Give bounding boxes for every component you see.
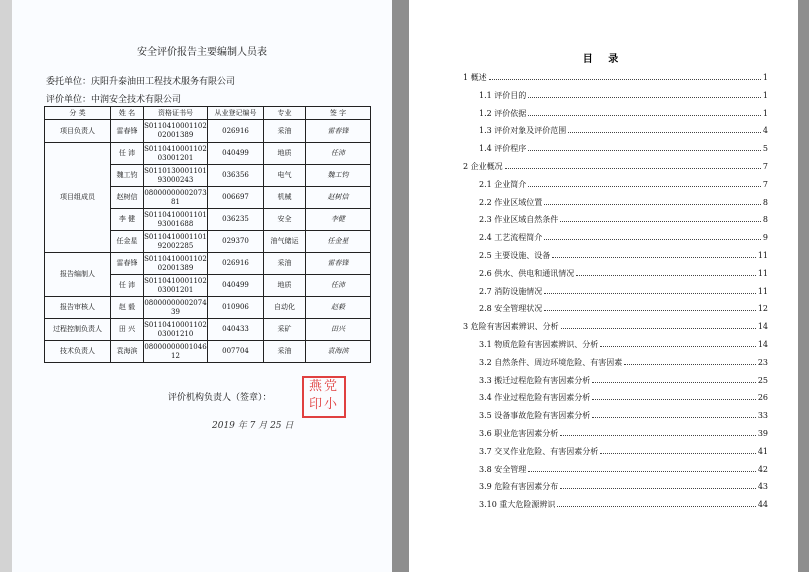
reg-cell: 036356	[208, 165, 264, 187]
toc-entry-label: 3.2 自然条件、周边环境危险、有害因素	[479, 357, 623, 367]
reg-cell: 040499	[208, 275, 264, 297]
toc-entry[interactable]	[479, 481, 768, 492]
cert-cell: S011041000110203001210	[144, 319, 208, 341]
cert-cell: S011041000110192002285	[144, 231, 208, 253]
toc-leader-dots	[560, 488, 756, 489]
table-header-row	[45, 107, 371, 120]
toc-entry-label: 3.3 搬迁过程危险有害因素分析	[479, 375, 591, 385]
signature: 雷春锋	[306, 120, 371, 143]
toc-entry-label: 3.4 作业过程危险有害因素分析	[479, 393, 591, 403]
toc-entry-label: 2 企业概况	[463, 162, 503, 171]
toc-entry[interactable]	[479, 499, 768, 510]
toc-entry-label: 3.10 重大危险源辨识	[479, 500, 556, 510]
toc-entry[interactable]	[479, 392, 768, 403]
major-cell: 采油	[264, 120, 306, 143]
signature: 赵树信	[306, 187, 371, 209]
reg-cell: 029370	[208, 231, 264, 253]
page-gap	[392, 0, 409, 572]
toc-page-number: 26	[757, 393, 768, 403]
category-cell: 技术负责人	[45, 341, 111, 363]
toc-page-number: 25	[757, 375, 768, 385]
name-cell: 赵树信	[111, 187, 144, 209]
signature: 任沛	[306, 143, 371, 165]
name-cell: 李 健	[111, 209, 144, 231]
cert-cell: 0800000000207381	[144, 187, 208, 209]
toc-page-number: 9	[762, 233, 768, 243]
toc-leader-dots	[592, 399, 756, 400]
name-cell: 田 兴	[111, 319, 144, 341]
toc-leader-dots	[544, 204, 761, 205]
seal-char: 印	[308, 397, 324, 412]
table-row	[45, 253, 371, 275]
toc-entry-label: 3 危险有害因素辨识、分析	[463, 322, 559, 332]
cert-cell: S011013000110193000243	[144, 165, 208, 187]
seal-char: 燕	[308, 379, 324, 394]
toc-entry[interactable]	[479, 232, 768, 243]
document-page-right[interactable]	[409, 0, 798, 572]
header-cert: 资格证书号	[144, 107, 208, 120]
toc-leader-dots	[624, 364, 756, 365]
toc-page-number: 7	[762, 179, 768, 189]
toc-page-number: 8	[762, 215, 768, 225]
table-row	[45, 297, 371, 319]
toc-entry-label: 2.3 作业区域自然条件	[479, 215, 559, 225]
toc-leader-dots	[528, 186, 761, 187]
major-cell: 地质	[264, 275, 306, 297]
name-cell: 雷春锋	[111, 253, 144, 275]
toc-entry[interactable]	[479, 268, 768, 279]
toc-page-number: 33	[757, 411, 768, 421]
toc-entry[interactable]	[479, 375, 768, 386]
signature: 田兴	[306, 319, 371, 341]
header-major: 专业	[264, 107, 306, 120]
toc-leader-dots	[528, 97, 761, 98]
toc-entry-label: 3.6 职业危害因素分析	[479, 429, 559, 438]
cert-cell: S011041000110202001389	[144, 253, 208, 275]
document-page-left[interactable]	[12, 0, 392, 572]
reg-cell: 040433	[208, 319, 264, 341]
signature: 魏工钧	[306, 165, 371, 187]
red-seal	[302, 376, 346, 418]
toc-entry[interactable]	[479, 357, 768, 368]
signature: 李健	[306, 209, 371, 231]
toc-entry[interactable]	[463, 72, 768, 83]
cert-cell: S011041000110193001688	[144, 209, 208, 231]
header-category: 分 类	[45, 107, 111, 120]
toc-leader-dots	[505, 168, 761, 169]
toc-entry-label: 1.1 评价目的	[479, 90, 527, 100]
toc-page-number: 11	[757, 268, 768, 278]
toc-entry-label: 2.7 消防设施情况	[479, 286, 543, 296]
table-row	[45, 341, 371, 363]
handwritten-date: 2019 年 7 月 25 日	[212, 421, 294, 431]
reg-cell: 026916	[208, 120, 264, 143]
client-label: 委托单位：	[46, 77, 92, 87]
page-title: 安全评价报告主要编制人员表	[137, 47, 267, 58]
major-cell: 电气	[264, 165, 306, 187]
name-cell: 雷春锋	[111, 120, 144, 143]
toc-leader-dots	[592, 417, 756, 418]
toc-page-number: 44	[757, 500, 768, 510]
table-row	[45, 319, 371, 341]
reg-cell: 007704	[208, 341, 264, 363]
toc-title: 目 录	[582, 54, 625, 65]
toc-entry[interactable]	[479, 143, 768, 154]
toc-leader-dots	[561, 328, 756, 329]
category-cell: 报告编制人	[45, 253, 111, 297]
toc-leader-dots	[557, 506, 755, 507]
toc-entry[interactable]	[479, 446, 768, 457]
cert-cell: S011041000110202001389	[144, 120, 208, 143]
toc-entry-label: 3.9 危险有害因素分布	[479, 482, 559, 492]
toc-entry-label: 3.7 交叉作业危险、有害因素分析	[479, 446, 599, 456]
toc-page-number: 11	[757, 286, 768, 296]
toc-entry-label: 1.3 评价对象及评价范围	[479, 126, 567, 136]
category-cell: 项目负责人	[45, 120, 111, 143]
toc-page-number: 43	[757, 482, 768, 492]
toc-page-number: 5	[762, 144, 768, 154]
table-row	[45, 143, 371, 165]
toc-page-number: 1	[762, 108, 768, 118]
major-cell: 油气储运	[264, 231, 306, 253]
client-name: 庆阳升泰油田工程技术服务有限公司	[91, 77, 236, 87]
toc-entry[interactable]	[463, 321, 768, 332]
toc-entry-label: 1.2 评价依据	[479, 108, 527, 118]
signature: 任金星	[306, 231, 371, 253]
name-cell: 赵 毅	[111, 297, 144, 319]
viewer-margin-right	[798, 0, 809, 572]
toc-entry-label: 3.8 安全管理	[479, 464, 527, 474]
toc-page-number: 8	[762, 197, 768, 207]
toc-leader-dots	[528, 150, 761, 151]
evaluator-label: 评价单位：	[46, 95, 92, 105]
toc-entry-label: 2.4 工艺流程简介	[479, 233, 543, 243]
reg-cell: 040499	[208, 143, 264, 165]
toc-entry[interactable]	[479, 214, 768, 225]
major-cell: 采矿	[264, 319, 306, 341]
toc-leader-dots	[576, 275, 756, 276]
reg-cell: 006697	[208, 187, 264, 209]
toc-page-number: 1	[762, 90, 768, 100]
toc-page-number: 4	[762, 126, 768, 136]
reg-cell: 010906	[208, 297, 264, 319]
toc-page-number: 11	[757, 251, 768, 260]
toc-leader-dots	[592, 382, 756, 383]
toc-leader-dots	[528, 115, 761, 116]
major-cell: 机械	[264, 187, 306, 209]
toc-leader-dots	[560, 221, 761, 222]
reg-cell: 036235	[208, 209, 264, 231]
toc-entry-label: 1 概述	[463, 73, 487, 82]
toc-leader-dots	[544, 310, 756, 311]
toc-leader-dots	[528, 471, 756, 472]
toc-entry[interactable]	[479, 108, 768, 119]
toc-leader-dots	[489, 79, 761, 80]
toc-leader-dots	[552, 257, 756, 258]
major-cell: 自动化	[264, 297, 306, 319]
toc-entry[interactable]	[479, 286, 768, 297]
toc-page-number: 14	[757, 322, 768, 332]
signature: 雷春锋	[306, 253, 371, 275]
major-cell: 采油	[264, 253, 306, 275]
toc-entry[interactable]	[479, 428, 768, 439]
staff-table	[44, 106, 371, 363]
seal-char: 小	[324, 397, 340, 412]
toc-entry-label: 2.1 企业简介	[479, 179, 527, 189]
toc-page-number: 23	[757, 357, 768, 367]
toc-leader-dots	[544, 293, 756, 294]
table-row	[45, 120, 371, 143]
header-reg: 从业登记编号	[208, 107, 264, 120]
toc-entry-label: 3.5 设备事故危险有害因素分析	[479, 411, 591, 421]
toc-page-number: 39	[757, 429, 768, 438]
header-name: 姓 名	[111, 107, 144, 120]
toc-page-number: 1	[762, 73, 768, 82]
toc-entry[interactable]	[479, 410, 768, 421]
major-cell: 安全	[264, 209, 306, 231]
name-cell: 袁海滨	[111, 341, 144, 363]
sign-label: 评价机构负责人（签章）：	[168, 393, 272, 403]
signature: 袁海滨	[306, 341, 371, 363]
major-cell: 采油	[264, 341, 306, 363]
toc-entry[interactable]	[463, 161, 768, 172]
toc-page-number: 7	[762, 162, 768, 171]
toc-entry-label: 2.6 供水、供电和通讯情况	[479, 268, 575, 278]
toc-entry[interactable]	[479, 179, 768, 190]
cert-cell: S011041000110203001201	[144, 143, 208, 165]
toc-page-number: 14	[757, 340, 768, 349]
major-cell: 地质	[264, 143, 306, 165]
toc-entry-label: 2.2 作业区域位置	[479, 197, 543, 207]
name-cell: 魏工钧	[111, 165, 144, 187]
toc-entry[interactable]	[479, 250, 768, 261]
category-cell: 过程控制负责人	[45, 319, 111, 341]
toc-entry-label: 2.5 主要设施、设备	[479, 251, 551, 260]
cert-cell: 0800000000207439	[144, 297, 208, 319]
cert-cell: S011041000110203001201	[144, 275, 208, 297]
name-cell: 任 沛	[111, 143, 144, 165]
signature: 任沛	[306, 275, 371, 297]
toc-entry[interactable]	[479, 90, 768, 101]
toc-leader-dots	[544, 239, 761, 240]
toc-entry[interactable]	[479, 464, 768, 475]
toc-entry-label: 1.4 评价程序	[479, 144, 527, 154]
toc-entry-label: 3.1 物质危险有害因素辨识、分析	[479, 340, 599, 349]
viewer-margin-left	[0, 0, 12, 572]
toc-entry[interactable]	[479, 125, 768, 136]
toc-entry[interactable]	[479, 303, 768, 314]
cert-cell: 0800000000104612	[144, 341, 208, 363]
seal-char: 党	[324, 379, 340, 394]
toc-leader-dots	[568, 132, 761, 133]
name-cell: 任 沛	[111, 275, 144, 297]
toc-entry[interactable]	[479, 339, 768, 350]
reg-cell: 026916	[208, 253, 264, 275]
category-cell: 项目组成员	[45, 143, 111, 253]
header-sign: 签 字	[306, 107, 371, 120]
toc-page-number: 42	[757, 464, 768, 474]
client-row	[46, 74, 235, 87]
name-cell: 任金星	[111, 231, 144, 253]
toc-leader-dots	[600, 453, 756, 454]
toc-page-number: 41	[757, 446, 768, 456]
toc-page-number: 12	[757, 304, 768, 314]
evaluator-row	[46, 92, 181, 105]
toc-entry-label: 2.8 安全管理状况	[479, 304, 543, 314]
toc-leader-dots	[600, 346, 756, 347]
evaluator-name: 中润安全技术有限公司	[91, 95, 182, 105]
category-cell: 报告审核人	[45, 297, 111, 319]
toc-leader-dots	[560, 435, 756, 436]
toc-entry[interactable]	[479, 197, 768, 208]
signature: 赵毅	[306, 297, 371, 319]
